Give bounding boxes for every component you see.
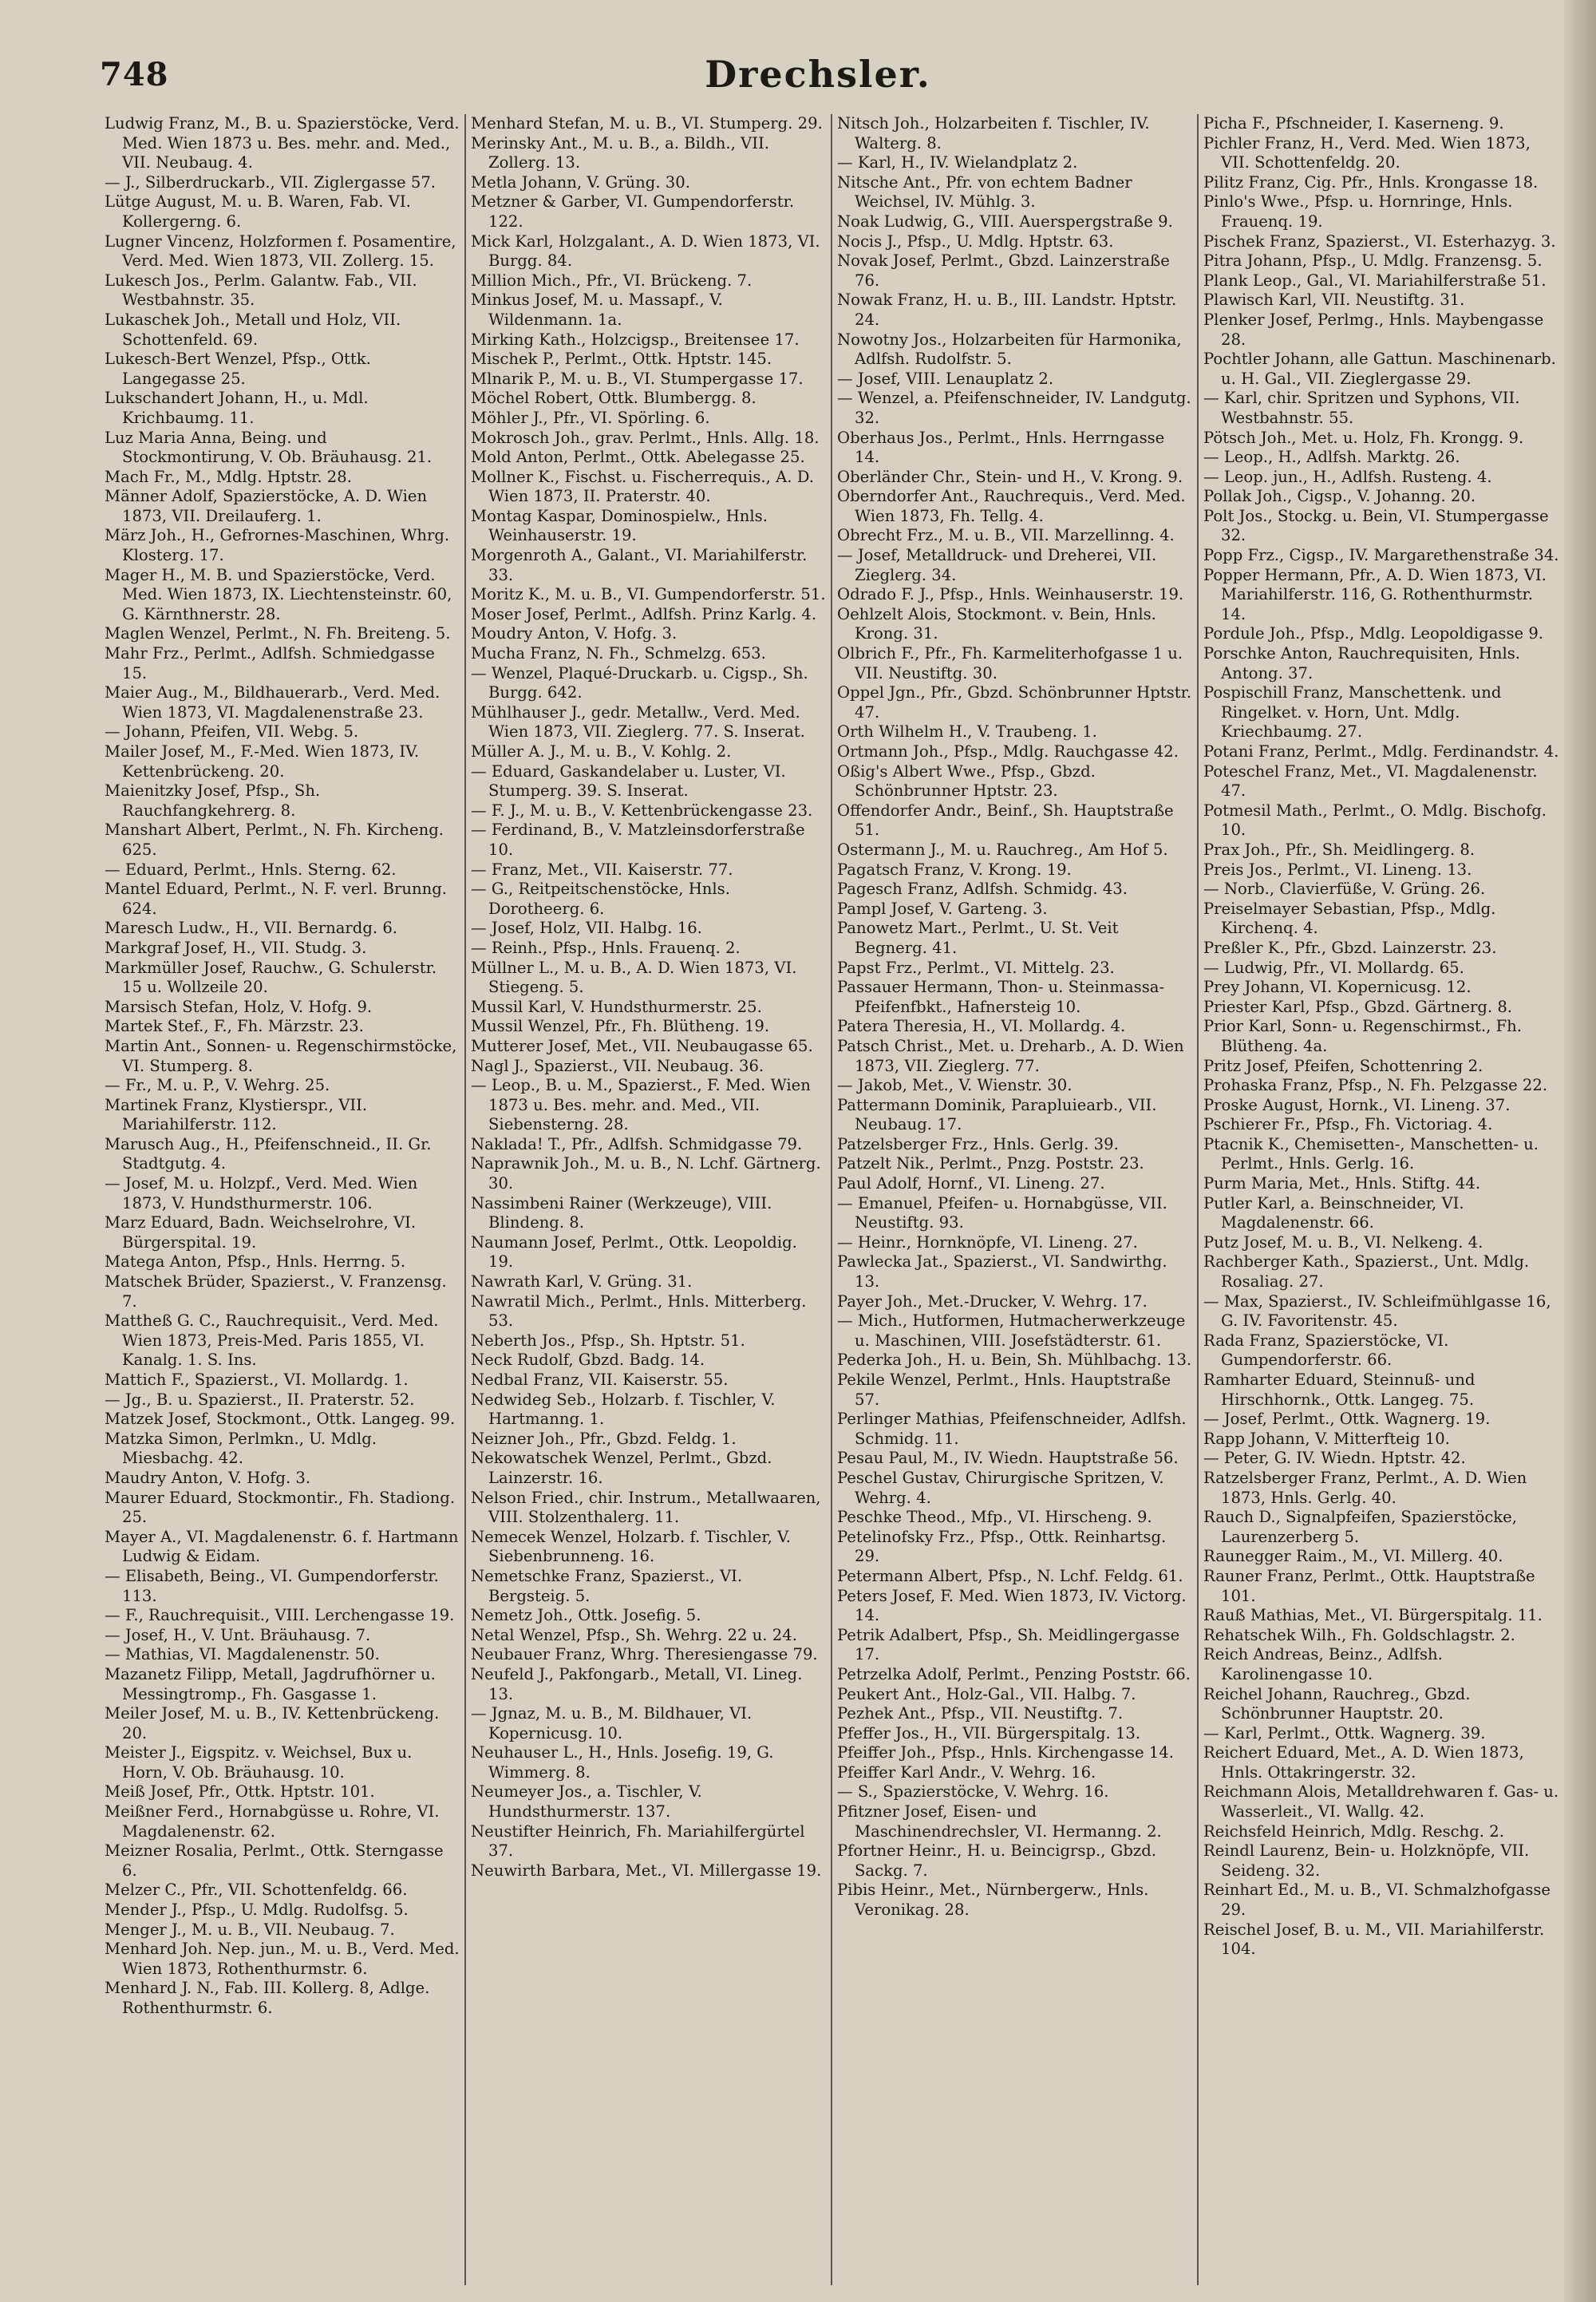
- directory-entry: Peukert Ant., Holz-Gal., VII. Halbg. 7.: [837, 1684, 1136, 1703]
- directory-entry: Proske August, Hornk., VI. Lineng. 37.: [1203, 1095, 1511, 1114]
- directory-entry: Moser Josef, Perlmt., Adlfsh. Prinz Karlg. 4.: [471, 604, 817, 623]
- directory-entry: Müllner L., M. u. B., A. D. Wien 1873, VI. Stiegeng. 5.: [471, 958, 797, 997]
- directory-entry: Möhler J., Pfr., VI. Spörling. 6.: [471, 408, 710, 427]
- directory-entry: — Wenzel, Plaqué-Druckarb. u. Cigsp., Sh. Burgg. 642.: [471, 663, 808, 702]
- directory-entry: — Jakob, Met., V. Wienstr. 30.: [837, 1076, 1073, 1095]
- directory-entry: Rauch D., Signalpfeifen, Spazierstöcke, Laurenzerberg 5.: [1203, 1508, 1517, 1546]
- directory-entry: Mucha Franz, N. Fh., Schmelzg. 653.: [471, 644, 766, 663]
- directory-entry: Odrado F. J., Pfsp., Hnls. Weinhauserstr. 19.: [837, 585, 1184, 604]
- directory-entry: Mold Anton, Perlmt., Ottk. Abelegasse 25.: [471, 448, 805, 467]
- directory-entry: Patzelt Nik., Perlmt., Pnzg. Poststr. 23.: [837, 1154, 1144, 1173]
- directory-entry: Oberhaus Jos., Perlmt., Hnls. Herrngasse 14.: [837, 428, 1165, 467]
- directory-entry: Perlinger Mathias, Pfeifenschneider, Adlfsh. Schmidg. 11.: [837, 1410, 1187, 1448]
- directory-entry: — Emanuel, Pfeifen- u. Hornabgüsse, VII. Neustiftg. 93.: [837, 1193, 1167, 1232]
- directory-columns: [100, 114, 1566, 2285]
- directory-entry: Potani Franz, Perlmt., Mdlg. Ferdinandstr. 4.: [1203, 742, 1559, 761]
- directory-entry: Panowetz Mart., Perlmt., U. St. Veit Begnerg. 41.: [837, 919, 1119, 957]
- directory-entry: — Eduard, Perlmt., Hnls. Sterng. 62.: [105, 860, 397, 879]
- directory-entry: Putz Josef, M. u. B., VI. Nelkeng. 4.: [1203, 1232, 1483, 1252]
- directory-entry: Mager H., M. B. und Spazierstöcke, Verd. Med. Wien 1873, IX. Liechtensteinstr. 60, G. Kärnthnerstr. 28.: [105, 565, 452, 623]
- directory-entry: Pochtler Johann, alle Gattun. Maschinenarb. u. H. Gal., VII. Zieglergasse 29.: [1203, 350, 1556, 388]
- directory-entry: Nocis J., Pfsp., U. Mdlg. Hptstr. 63.: [837, 231, 1114, 251]
- directory-entry: Lukschandert Johann, H., u. Mdl. Krichbaumg. 11.: [105, 389, 369, 427]
- directory-entry: Prohaska Franz, Pfsp., N. Fh. Pelzgasse 22.: [1203, 1076, 1548, 1095]
- directory-entry: Pischek Franz, Spazierst., VI. Esterhazyg. 3.: [1203, 231, 1556, 251]
- directory-entry: Pitra Johann, Pfsp., U. Mdlg. Franzensg. 5.: [1203, 251, 1543, 271]
- page-number: 748: [100, 56, 169, 93]
- directory-entry: Popp Frz., Cigsp., IV. Margarethenstraße 34.: [1203, 546, 1559, 565]
- directory-entry: Ostermann J., M. u. Rauchreg., Am Hof 5.: [837, 840, 1168, 859]
- directory-entry: Pfitzner Josef, Eisen- und Maschinendrechsler, VI. Hermanng. 2.: [837, 1802, 1162, 1841]
- directory-entry: Reichert Eduard, Met., A. D. Wien 1873, Hnls. Ottakringerstr. 32.: [1203, 1743, 1524, 1782]
- directory-entry: Polt Jos., Stockg. u. Bein, VI. Stumpergasse 32.: [1203, 506, 1549, 545]
- directory-entry: Maglen Wenzel, Perlmt., N. Fh. Breiteng. 5.: [105, 624, 451, 643]
- directory-entry: Maudry Anton, V. Hofg. 3.: [105, 1468, 311, 1487]
- directory-entry: Nitsch Joh., Holzarbeiten f. Tischler, IV. Walterg. 8.: [837, 114, 1150, 152]
- directory-entry: Marsisch Stefan, Holz, V. Hofg. 9.: [105, 997, 373, 1016]
- directory-entry: Minkus Josef, M. u. Massapf., V. Wildenmann. 1a.: [471, 291, 723, 329]
- directory-entry: Mattich F., Spazierst., VI. Mollardg. 1.: [105, 1371, 409, 1389]
- directory-entry: Neck Rudolf, Gbzd. Badg. 14.: [471, 1351, 705, 1370]
- directory-entry: — Leop. jun., H., Adlfsh. Rusteng. 4.: [1203, 467, 1492, 486]
- directory-entry: — Mathias, VI. Magdalenenstr. 50.: [105, 1645, 380, 1664]
- directory-entry: — Josef, M. u. Holzpf., Verd. Med. Wien 1873, V. Hundsthurmerstr. 106.: [105, 1174, 418, 1212]
- directory-entry: Marz Eduard, Badn. Weichselrohre, VI. Bürgerspital. 19.: [105, 1213, 417, 1252]
- directory-entry: Obrecht Frz., M. u. B., VII. Marzellinng. 4.: [837, 526, 1175, 545]
- directory-entry: — Heinr., Hornknöpfe, VI. Lineng. 27.: [837, 1232, 1138, 1252]
- directory-entry: Pesau Paul, M., IV. Wiedn. Hauptstraße 56.: [837, 1449, 1179, 1468]
- directory-entry: Männer Adolf, Spazierstöcke, A. D. Wien 1873, VII. Dreilauferg. 1.: [105, 487, 428, 525]
- directory-entry: Morgenroth A., Galant., VI. Mariahilferstr. 33.: [471, 546, 808, 584]
- directory-entry: Offendorfer Andr., Beinf., Sh. Hauptstraße 51.: [837, 801, 1174, 840]
- directory-entry: — Karl, Perlmt., Ottk. Wagnerg. 39.: [1203, 1723, 1486, 1742]
- directory-entry: — Leop., H., Adlfsh. Marktg. 26.: [1203, 448, 1460, 467]
- directory-entry: Patsch Christ., Met. u. Dreharb., A. D. Wien 1873, VII. Zieglerg. 77.: [837, 1036, 1184, 1075]
- directory-entry: Oberländer Chr., Stein- und H., V. Krong. 9.: [837, 467, 1183, 486]
- directory-entry: Rauner Franz, Perlmt., Ottk. Hauptstraße 101.: [1203, 1566, 1535, 1605]
- page-header: [100, 38, 1536, 102]
- directory-entry: Matega Anton, Pfsp., Hnls. Herrng. 5.: [105, 1252, 406, 1272]
- column-1: [100, 114, 466, 2285]
- directory-entry: Mirking Kath., Holzcigsp., Breitensee 17.: [471, 330, 800, 349]
- column-4: [1199, 114, 1565, 2285]
- directory-entry: Mahr Frz., Perlmt., Adlfsh. Schmiedgasse 15.: [105, 644, 435, 682]
- directory-entry: Ortmann Joh., Pfsp., Mdlg. Rauchgasse 42.: [837, 742, 1179, 761]
- directory-entry: Maurer Eduard, Stockmontir., Fh. Stadiong. 25.: [105, 1488, 456, 1527]
- directory-entry: Maier Aug., M., Bildhauerarb., Verd. Med. Wien 1873, VI. Magdalenenstraße 23.: [105, 683, 440, 722]
- directory-entry: Matzek Josef, Stockmont., Ottk. Langeg. 99.: [105, 1410, 456, 1429]
- directory-entry: Pfeiffer Joh., Pfsp., Hnls. Kirchengasse 14.: [837, 1743, 1174, 1762]
- directory-entry: Paul Adolf, Hornf., VI. Lineng. 27.: [837, 1174, 1105, 1193]
- directory-entry: Neuhauser L., H., Hnls. Josefig. 19, G. Wimmerg. 8.: [471, 1743, 774, 1782]
- directory-entry: — Elisabeth, Being., VI. Gumpendorferstr. 113.: [105, 1566, 439, 1605]
- directory-entry: Payer Joh., Met.-Drucker, V. Wehrg. 17.: [837, 1291, 1148, 1311]
- directory-entry: Neufeld J., Pakfongarb., Metall, VI. Lineg. 13.: [471, 1664, 803, 1703]
- page-title: Drechsler.: [705, 53, 931, 96]
- directory-entry: Mach Fr., M., Mdlg. Hptstr. 28.: [105, 467, 352, 486]
- directory-entry: — Franz, Met., VII. Kaiserstr. 77.: [471, 860, 733, 879]
- directory-entry: Preßler K., Pfr., Gbzd. Lainzerstr. 23.: [1203, 938, 1497, 957]
- directory-entry: Ludwig Franz, M., B. u. Spazierstöcke, Verd. Med. Wien 1873 u. Bes. mehr. and. Med., VII. Neubaug. 4.: [105, 114, 460, 172]
- directory-entry: — Johann, Pfeifen, VII. Webg. 5.: [105, 722, 359, 742]
- directory-entry: — Fr., M. u. P., V. Wehrg. 25.: [105, 1076, 330, 1095]
- directory-entry: Nawrath Karl, V. Grüng. 31.: [471, 1272, 693, 1291]
- directory-entry: Nowotny Jos., Holzarbeiten für Harmonika, Adlfsh. Rudolfstr. 5.: [837, 330, 1182, 369]
- directory-entry: Nekowatschek Wenzel, Perlmt., Gbzd. Lainzerstr. 16.: [471, 1449, 772, 1487]
- directory-entry: Nowak Franz, H. u. B., III. Landstr. Hptstr. 24.: [837, 291, 1177, 329]
- directory-entry: Menger J., M. u. B., VII. Neubaug. 7.: [105, 1920, 395, 1939]
- directory-entry: Petermann Albert, Pfsp., N. Lchf. Feldg. 61.: [837, 1566, 1183, 1585]
- directory-entry: Neumeyer Jos., a. Tischler, V. Hundsthurmerstr. 137.: [471, 1782, 702, 1821]
- directory-entry: Peschke Theod., Mfp., VI. Hirscheng. 9.: [837, 1508, 1152, 1527]
- directory-entry: — Ferdinand, B., V. Matzleinsdorferstraße 10.: [471, 821, 805, 859]
- directory-entry: Meister J., Eigspitz. v. Weichsel, Bux u. Horn, V. Ob. Bräuhausg. 10.: [105, 1743, 413, 1782]
- directory-entry: Rehatschek Wilh., Fh. Goldschlagstr. 2.: [1203, 1625, 1515, 1644]
- directory-entry: Pichler Franz, H., Verd. Med. Wien 1873, VII. Schottenfeldg. 20.: [1203, 133, 1531, 172]
- directory-entry: Nemecek Wenzel, Holzarb. f. Tischler, V. Siebenbrunneng. 16.: [471, 1527, 791, 1566]
- directory-entry: Oppel Jgn., Pfr., Gbzd. Schönbrunner Hptstr. 47.: [837, 683, 1192, 722]
- directory-entry: Pinlo's Wwe., Pfsp. u. Hornringe, Hnls. Frauenq. 19.: [1203, 192, 1513, 231]
- directory-entry: Pattermann Dominik, Parapluiearb., VII. Neubaug. 17.: [837, 1095, 1157, 1134]
- directory-entry: Moritz K., M. u. B., VI. Gumpendorferstr. 51.: [471, 585, 826, 604]
- directory-entry: Meiß Josef, Pfr., Ottk. Hptstr. 101.: [105, 1782, 375, 1802]
- directory-entry: Picha F., Pfschneider, I. Kaserneng. 9.: [1203, 114, 1504, 133]
- directory-entry: — Jgnaz, M. u. B., M. Bildhauer, VI. Kopernicusg. 10.: [471, 1704, 753, 1742]
- directory-entry: — F., Rauchrequisit., VIII. Lerchengasse 19.: [105, 1606, 455, 1625]
- directory-entry: Potmesil Math., Perlmt., O. Mdlg. Bischofg. 10.: [1203, 801, 1547, 840]
- directory-entry: — Josef, H., V. Unt. Bräuhausg. 7.: [105, 1625, 371, 1644]
- directory-entry: Naumann Josef, Perlmt., Ottk. Leopoldig. 19.: [471, 1232, 797, 1272]
- directory-entry: Oßig's Albert Wwe., Pfsp., Gbzd. Schönbrunner Hptstr. 23.: [837, 761, 1096, 801]
- directory-entry: Petrik Adalbert, Pfsp., Sh. Meidlingergasse 17.: [837, 1625, 1180, 1664]
- directory-entry: Lugner Vincenz, Holzformen f. Posamentire, Verd. Med. Wien 1873, VII. Zollerg. 15.: [105, 231, 456, 271]
- directory-entry: Neubauer Franz, Whrg. Theresiengasse 79.: [471, 1645, 818, 1664]
- directory-entry: Nagl J., Spazierst., VII. Neubaug. 36.: [471, 1056, 764, 1075]
- directory-entry: Peters Josef, F. Med. Wien 1873, IV. Victorg. 14.: [837, 1586, 1187, 1625]
- directory-entry: Martinek Franz, Klystierspr., VII. Mariahilferstr. 112.: [105, 1095, 368, 1134]
- directory-entry: Popper Hermann, Pfr., A. D. Wien 1873, VI. Mariahilferstr. 116, G. Rothenthurmstr. 14.: [1203, 565, 1547, 623]
- directory-entry: Neizner Joh., Pfr., Gbzd. Feldg. 1.: [471, 1429, 737, 1448]
- directory-entry: Ptacnik K., Chemisetten-, Manschetten- u. Perlmt., Hnls. Gerlg. 16.: [1203, 1134, 1539, 1173]
- directory-entry: — Eduard, Gaskandelaber u. Luster, VI. Stumperg. 39. S. Inserat.: [471, 761, 786, 801]
- directory-entry: Raunegger Raim., M., VI. Millerg. 40.: [1203, 1547, 1503, 1566]
- directory-entry: Peschel Gustav, Chirurgische Spritzen, V. Wehrg. 4.: [837, 1468, 1164, 1507]
- directory-entry: Lütge August, M. u. B. Waren, Fab. VI. Kollergerng. 6.: [105, 192, 411, 231]
- directory-entry: Martek Stef., F., Fh. Märzstr. 23.: [105, 1017, 364, 1036]
- directory-entry: Matschek Brüder, Spazierst., V. Franzensg. 7.: [105, 1272, 447, 1311]
- directory-entry: Metzner & Garber, VI. Gumpendorferstr. 122.: [471, 192, 795, 231]
- directory-entry: Plank Leop., Gal., VI. Mariahilferstraße 51.: [1203, 271, 1547, 290]
- directory-entry: Prey Johann, VI. Kopernicusg. 12.: [1203, 978, 1472, 997]
- directory-entry: Moudry Anton, V. Hofg. 3.: [471, 624, 678, 643]
- directory-entry: Möchel Robert, Ottk. Blumbergg. 8.: [471, 389, 757, 408]
- directory-entry: Nedbal Franz, VII. Kaiserstr. 55.: [471, 1371, 729, 1389]
- directory-entry: Noak Ludwig, G., VIII. Auerspergstraße 9.: [837, 212, 1173, 231]
- directory-entry: Rada Franz, Spazierstöcke, VI. Gumpendorferstr. 66.: [1203, 1331, 1449, 1370]
- directory-entry: Oberndorfer Ant., Rauchrequis., Verd. Med. Wien 1873, Fh. Tellg. 4.: [837, 487, 1186, 525]
- directory-entry: Pagatsch Franz, V. Krong. 19.: [837, 860, 1072, 879]
- directory-entry: Rapp Johann, V. Mitterfteig 10.: [1203, 1429, 1450, 1448]
- directory-entry: Nedwideg Seb., Holzarb. f. Tischler, V. Hartmanng. 1.: [471, 1390, 776, 1429]
- directory-entry: Meizner Rosalia, Perlmt., Ottk. Sterngasse 6.: [105, 1841, 444, 1880]
- directory-entry: Reichmann Alois, Metalldrehwaren f. Gas- u. Wasserleit., VI. Wallg. 42.: [1203, 1782, 1559, 1821]
- directory-entry: Menhard Joh. Nep. jun., M. u. B., Verd. Med. Wien 1873, Rothenthurmstr. 6.: [105, 1940, 460, 1978]
- directory-entry: Nelson Fried., chir. Instrum., Metallwaaren, VIII. Stolzenthalerg. 11.: [471, 1488, 821, 1527]
- directory-entry: Neustifter Heinrich, Fh. Mariahilfergürtel 37.: [471, 1821, 805, 1861]
- directory-entry: Montag Kaspar, Dominospielw., Hnls. Weinhauserstr. 19.: [471, 506, 768, 545]
- directory-entry: Prior Karl, Sonn- u. Regenschirmst., Fh. Blütheng. 4a.: [1203, 1017, 1523, 1055]
- directory-entry: Poteschel Franz, Met., VI. Magdalenenstr. 47.: [1203, 761, 1538, 801]
- directory-entry: — Max, Spazierst., IV. Schleifmühlgasse 16, G. IV. Favoritenstr. 45.: [1203, 1291, 1551, 1331]
- directory-entry: — Josef, Metalldruck- und Dreherei, VII. Zieglerg. 34.: [837, 546, 1157, 584]
- directory-entry: Ramharter Eduard, Steinnuß- und Hirschhornk., Ottk. Langeg. 75.: [1203, 1371, 1476, 1409]
- directory-entry: Mühlhauser J., gedr. Metallw., Verd. Med. Wien 1873, VII. Zieglerg. 77. S. Inserat.: [471, 702, 805, 742]
- directory-entry: Plawisch Karl, VII. Neustiftg. 31.: [1203, 291, 1465, 310]
- directory-entry: — J., Silberdruckarb., VII. Ziglergasse 57.: [105, 172, 437, 192]
- directory-entry: — Josef, Perlmt., Ottk. Wagnerg. 19.: [1203, 1410, 1491, 1429]
- directory-entry: Markgraf Josef, H., VII. Studg. 3.: [105, 938, 367, 957]
- directory-entry: Priester Karl, Pfsp., Gbzd. Gärtnerg. 8.: [1203, 997, 1513, 1016]
- directory-entry: Preiselmayer Sebastian, Pfsp., Mdlg. Kirchenq. 4.: [1203, 899, 1496, 938]
- directory-entry: Ratzelsberger Franz, Perlmt., A. D. Wien 1873, Hnls. Gerlg. 40.: [1203, 1468, 1527, 1507]
- directory-entry: Rauß Mathias, Met., VI. Bürgerspitalg. 11.: [1203, 1606, 1543, 1625]
- directory-entry: Plenker Josef, Perlmg., Hnls. Maybengasse 28.: [1203, 310, 1544, 349]
- directory-entry: — Ludwig, Pfr., VI. Mollardg. 65.: [1203, 958, 1464, 977]
- directory-entry: Matzka Simon, Perlmkn., U. Mdlg. Miesbachg. 42.: [105, 1429, 377, 1468]
- directory-entry: Prax Joh., Pfr., Sh. Meidlingerg. 8.: [1203, 840, 1476, 859]
- directory-entry: Neuwirth Barbara, Met., VI. Millergasse 19.: [471, 1861, 822, 1880]
- directory-entry: Manshart Albert, Perlmt., N. Fh. Kircheng. 625.: [105, 821, 444, 859]
- directory-entry: Pekile Wenzel, Perlmt., Hnls. Hauptstraße 57.: [837, 1371, 1171, 1409]
- directory-entry: — Leop., B. u. M., Spazierst., F. Med. Wien 1873 u. Bes. mehr. and. Med., VII. Siebensterng. 28.: [471, 1076, 811, 1134]
- directory-entry: Metla Johann, V. Grüng. 30.: [471, 172, 690, 192]
- directory-entry: Netal Wenzel, Pfsp., Sh. Wehrg. 22 u. 24.: [471, 1625, 797, 1644]
- directory-entry: — F. J., M. u. B., V. Kettenbrückengasse 23.: [471, 801, 813, 820]
- directory-entry: Mollner K., Fischst. u. Fischerrequis., A. D. Wien 1873, II. Praterstr. 40.: [471, 467, 814, 506]
- column-2: [466, 114, 832, 2285]
- directory-entry: Nemetz Joh., Ottk. Josefig. 5.: [471, 1606, 701, 1625]
- directory-entry: Menhard Stefan, M. u. B., VI. Stumperg. 29.: [471, 114, 823, 133]
- directory-entry: Pollak Joh., Cigsp., V. Johanng. 20.: [1203, 487, 1476, 506]
- directory-entry: Pampl Josef, V. Garteng. 3.: [837, 899, 1048, 918]
- directory-entry: Purm Maria, Met., Hnls. Stiftg. 44.: [1203, 1174, 1481, 1193]
- directory-entry: Rachberger Kath., Spazierst., Unt. Mdlg. Rosaliag. 27.: [1203, 1252, 1530, 1291]
- directory-entry: Nitsche Ant., Pfr. von echtem Badner Weichsel, IV. Mühlg. 3.: [837, 172, 1132, 212]
- directory-entry: Lukesch-Bert Wenzel, Pfsp., Ottk. Langegasse 25.: [105, 350, 371, 388]
- directory-entry: Passauer Hermann, Thon- u. Steinmassa-Pfeifenfbkt., Hafnersteig 10.: [837, 978, 1165, 1016]
- directory-entry: Nemetschke Franz, Spazierst., VI. Bergsteig. 5.: [471, 1566, 743, 1605]
- directory-entry: Lukaschek Joh., Metall und Holz, VII. Schottenfeld. 69.: [105, 310, 401, 349]
- directory-entry: Mussil Karl, V. Hundsthurmerstr. 25.: [471, 997, 762, 1016]
- directory-entry: — G., Reitpeitschenstöcke, Hnls. Dorotheerg. 6.: [471, 880, 730, 918]
- directory-entry: Putler Karl, a. Beinschneider, VI. Magdalenenstr. 66.: [1203, 1193, 1464, 1232]
- directory-entry: — Jg., B. u. Spazierst., II. Praterstr. 52.: [105, 1390, 415, 1409]
- directory-entry: Luz Maria Anna, Being. und Stockmontirung, V. Ob. Bräuhausg. 21.: [105, 428, 433, 467]
- directory-entry: Müller A. J., M. u. B., V. Kohlg. 2.: [471, 742, 732, 761]
- directory-entry: Oehlzelt Alois, Stockmont. v. Bein, Hnls. Krong. 31.: [837, 604, 1156, 643]
- directory-entry: Maienitzky Josef, Pfsp., Sh. Rauchfangkehrerg. 8.: [105, 781, 321, 820]
- directory-entry: Mender J., Pfsp., U. Mdlg. Rudolfsg. 5.: [105, 1901, 409, 1920]
- directory-entry: Reischel Josef, B. u. M., VII. Mariahilferstr. 104.: [1203, 1920, 1545, 1959]
- directory-entry: Meiler Josef, M. u. B., IV. Kettenbrückeng. 20.: [105, 1704, 440, 1742]
- directory-entry: Orth Wilhelm H., V. Traubeng. 1.: [837, 722, 1097, 742]
- directory-entry: Pilitz Franz, Cig. Pfr., Hnls. Krongasse 18.: [1203, 172, 1539, 192]
- directory-entry: Pötsch Joh., Met. u. Holz, Fh. Krongg. 9.: [1203, 428, 1524, 447]
- directory-entry: — Josef, Holz, VII. Halbg. 16.: [471, 919, 702, 938]
- directory-entry: — Mich., Hutformen, Hutmacherwerkzeuge u. Maschinen, VIII. Josefstädterstr. 61.: [837, 1311, 1186, 1350]
- directory-entry: Reichel Johann, Rauchreg., Gbzd. Schönbrunner Hauptstr. 20.: [1203, 1684, 1471, 1723]
- directory-entry: Olbrich F., Pfr., Fh. Karmeliterhofgasse 1 u. VII. Neustiftg. 30.: [837, 644, 1183, 682]
- directory-entry: Mlnarik P., M. u. B., VI. Stumpergasse 17.: [471, 369, 804, 388]
- directory-entry: Reindl Laurenz, Bein- u. Holzknöpfe, VII. Seideng. 32.: [1203, 1841, 1530, 1880]
- directory-entry: Pschierer Fr., Pfsp., Fh. Victoriag. 4.: [1203, 1115, 1493, 1134]
- directory-entry: Petelinofsky Frz., Pfsp., Ottk. Reinhartsg. 29.: [837, 1527, 1167, 1566]
- directory-entry: Pfeffer Jos., H., VII. Bürgerspitalg. 13.: [837, 1723, 1141, 1742]
- directory-entry: — Karl, chir. Spritzen und Syphons, VII. Westbahnstr. 55.: [1203, 389, 1520, 427]
- directory-entry: Naklada! T., Pfr., Adlfsh. Schmidgasse 79.: [471, 1134, 803, 1153]
- directory-entry: Papst Frz., Perlmt., VI. Mittelg. 23.: [837, 958, 1115, 977]
- directory-entry: Pordule Joh., Pfsp., Mdlg. Leopoldigasse 9.: [1203, 624, 1544, 643]
- directory-entry: Mussil Wenzel, Pfr., Fh. Blütheng. 19.: [471, 1017, 770, 1036]
- directory-entry: Pritz Josef, Pfeifen, Schottenring 2.: [1203, 1056, 1483, 1075]
- directory-entry: Pederka Joh., H. u. Bein, Sh. Mühlbachg. 13.: [837, 1351, 1192, 1370]
- directory-entry: Reichsfeld Heinrich, Mdlg. Reschg. 2.: [1203, 1821, 1504, 1841]
- directory-entry: Patzelsberger Frz., Hnls. Gerlg. 39.: [837, 1134, 1119, 1153]
- directory-entry: Merinsky Ant., M. u. B., a. Bildh., VII. Zollerg. 13.: [471, 133, 769, 172]
- directory-entry: — Norb., Clavierfüße, V. Grüng. 26.: [1203, 880, 1486, 899]
- directory-entry: Nassimbeni Rainer (Werkzeuge), VIII. Blindeng. 8.: [471, 1193, 772, 1232]
- directory-entry: Meißner Ferd., Hornabgüsse u. Rohre, VI. Magdalenenstr. 62.: [105, 1802, 440, 1841]
- directory-entry: Mattheß G. C., Rauchrequisit., Verd. Med. Wien 1873, Preis-Med. Paris 1855, VI. Kanalg. 1. S. Ins.: [105, 1311, 439, 1370]
- directory-entry: Menhard J. N., Fab. III. Kollerg. 8, Adlge. Rothenthurmstr. 6.: [105, 1979, 430, 2017]
- directory-entry: Mayer A., VI. Magdalenenstr. 6. f. Hartmann Ludwig & Eidam.: [105, 1527, 459, 1566]
- directory-entry: März Joh., H., Gefrornes-Maschinen, Whrg. Klosterg. 17.: [105, 526, 450, 565]
- directory-entry: Naprawnik Joh., M. u. B., N. Lchf. Gärtnerg. 30.: [471, 1154, 821, 1193]
- directory-entry: Reinhart Ed., M. u. B., VI. Schmalzhofgasse 29.: [1203, 1881, 1551, 1920]
- directory-entry: Pfeiffer Karl Andr., V. Wehrg. 16.: [837, 1762, 1096, 1782]
- directory-entry: — Reinh., Pfsp., Hnls. Frauenq. 2.: [471, 938, 741, 957]
- directory-entry: Novak Josef, Perlmt., Gbzd. Lainzerstraße 76.: [837, 251, 1170, 290]
- directory-entry: Pospischill Franz, Manschettenk. und Ringelket. v. Horn, Unt. Mdlg. Kriechbaumg. 27.: [1203, 683, 1502, 742]
- directory-entry: Pezhek Ant., Pfsp., VII. Neustiftg. 7.: [837, 1704, 1124, 1723]
- directory-entry: Nawratil Mich., Perlmt., Hnls. Mitterberg. 53.: [471, 1291, 807, 1331]
- directory-entry: Mailer Josef, M., F.-Med. Wien 1873, IV. Kettenbrückeng. 20.: [105, 742, 420, 781]
- directory-entry: Melzer C., Pfr., VII. Schottenfeldg. 66.: [105, 1881, 408, 1900]
- directory-entry: Pagesch Franz, Adlfsh. Schmidg. 43.: [837, 880, 1128, 899]
- directory-entry: Pfortner Heinr., H. u. Beincigrsp., Gbzd. Sackg. 7.: [837, 1841, 1156, 1880]
- directory-entry: — Wenzel, a. Pfeifenschneider, IV. Landgutg. 32.: [837, 389, 1191, 427]
- directory-entry: Pawlecka Jat., Spazierst., VI. Sandwirthg. 13.: [837, 1252, 1167, 1291]
- directory-entry: Maresch Ludw., H., VII. Bernardg. 6.: [105, 919, 398, 938]
- directory-entry: Pibis Heinr., Met., Nürnbergerw., Hnls. Veronikag. 28.: [837, 1881, 1149, 1920]
- directory-entry: Mischek P., Perlmt., Ottk. Hptstr. 145.: [471, 350, 772, 369]
- directory-entry: Mutterer Josef, Met., VII. Neubaugasse 65.: [471, 1036, 813, 1055]
- directory-entry: — Peter, G. IV. Wiedn. Hptstr. 42.: [1203, 1449, 1466, 1468]
- directory-entry: Preis Jos., Perlmt., VI. Lineng. 13.: [1203, 860, 1472, 879]
- directory-entry: Mazanetz Filipp, Metall, Jagdrufhörner u. Messingtromp., Fh. Gasgasse 1.: [105, 1664, 436, 1703]
- directory-entry: Marusch Aug., H., Pfeifenschneid., II. Gr. Stadtgutg. 4.: [105, 1134, 432, 1173]
- directory-entry: Million Mich., Pfr., VI. Brückeng. 7.: [471, 271, 753, 290]
- directory-entry: Lukesch Jos., Perlm. Galantw. Fab., VII. Westbahnstr. 35.: [105, 271, 417, 310]
- page-edge: [1564, 0, 1596, 2302]
- directory-entry: Porschke Anton, Rauchrequisiten, Hnls. Antong. 37.: [1203, 644, 1521, 682]
- column-3: [832, 114, 1199, 2285]
- directory-entry: Neberth Jos., Pfsp., Sh. Hptstr. 51.: [471, 1331, 745, 1350]
- directory-entry: — Karl, H., IV. Wielandplatz 2.: [837, 153, 1078, 172]
- directory-entry: — Josef, VIII. Lenauplatz 2.: [837, 369, 1054, 388]
- directory-entry: Reich Andreas, Beinz., Adlfsh. Karolinengasse 10.: [1203, 1645, 1443, 1683]
- directory-entry: Patera Theresia, H., VI. Mollardg. 4.: [837, 1017, 1126, 1036]
- directory-entry: — S., Spazierstöcke, V. Wehrg. 16.: [837, 1782, 1109, 1802]
- directory-entry: Martin Ant., Sonnen- u. Regenschirmstöcke, VI. Stumperg. 8.: [105, 1036, 457, 1075]
- directory-entry: Mokrosch Joh., grav. Perlmt., Hnls. Allg. 18.: [471, 428, 820, 447]
- directory-entry: Petrzelka Adolf, Perlmt., Penzing Poststr. 66.: [837, 1664, 1191, 1683]
- directory-entry: Mick Karl, Holzgalant., A. D. Wien 1873, VI. Burgg. 84.: [471, 231, 820, 271]
- directory-entry: Markmüller Josef, Rauchw., G. Schulerstr. 15 u. Wollzeile 20.: [105, 958, 437, 997]
- directory-entry: Mantel Eduard, Perlmt., N. F. verl. Brunng. 624.: [105, 880, 448, 918]
